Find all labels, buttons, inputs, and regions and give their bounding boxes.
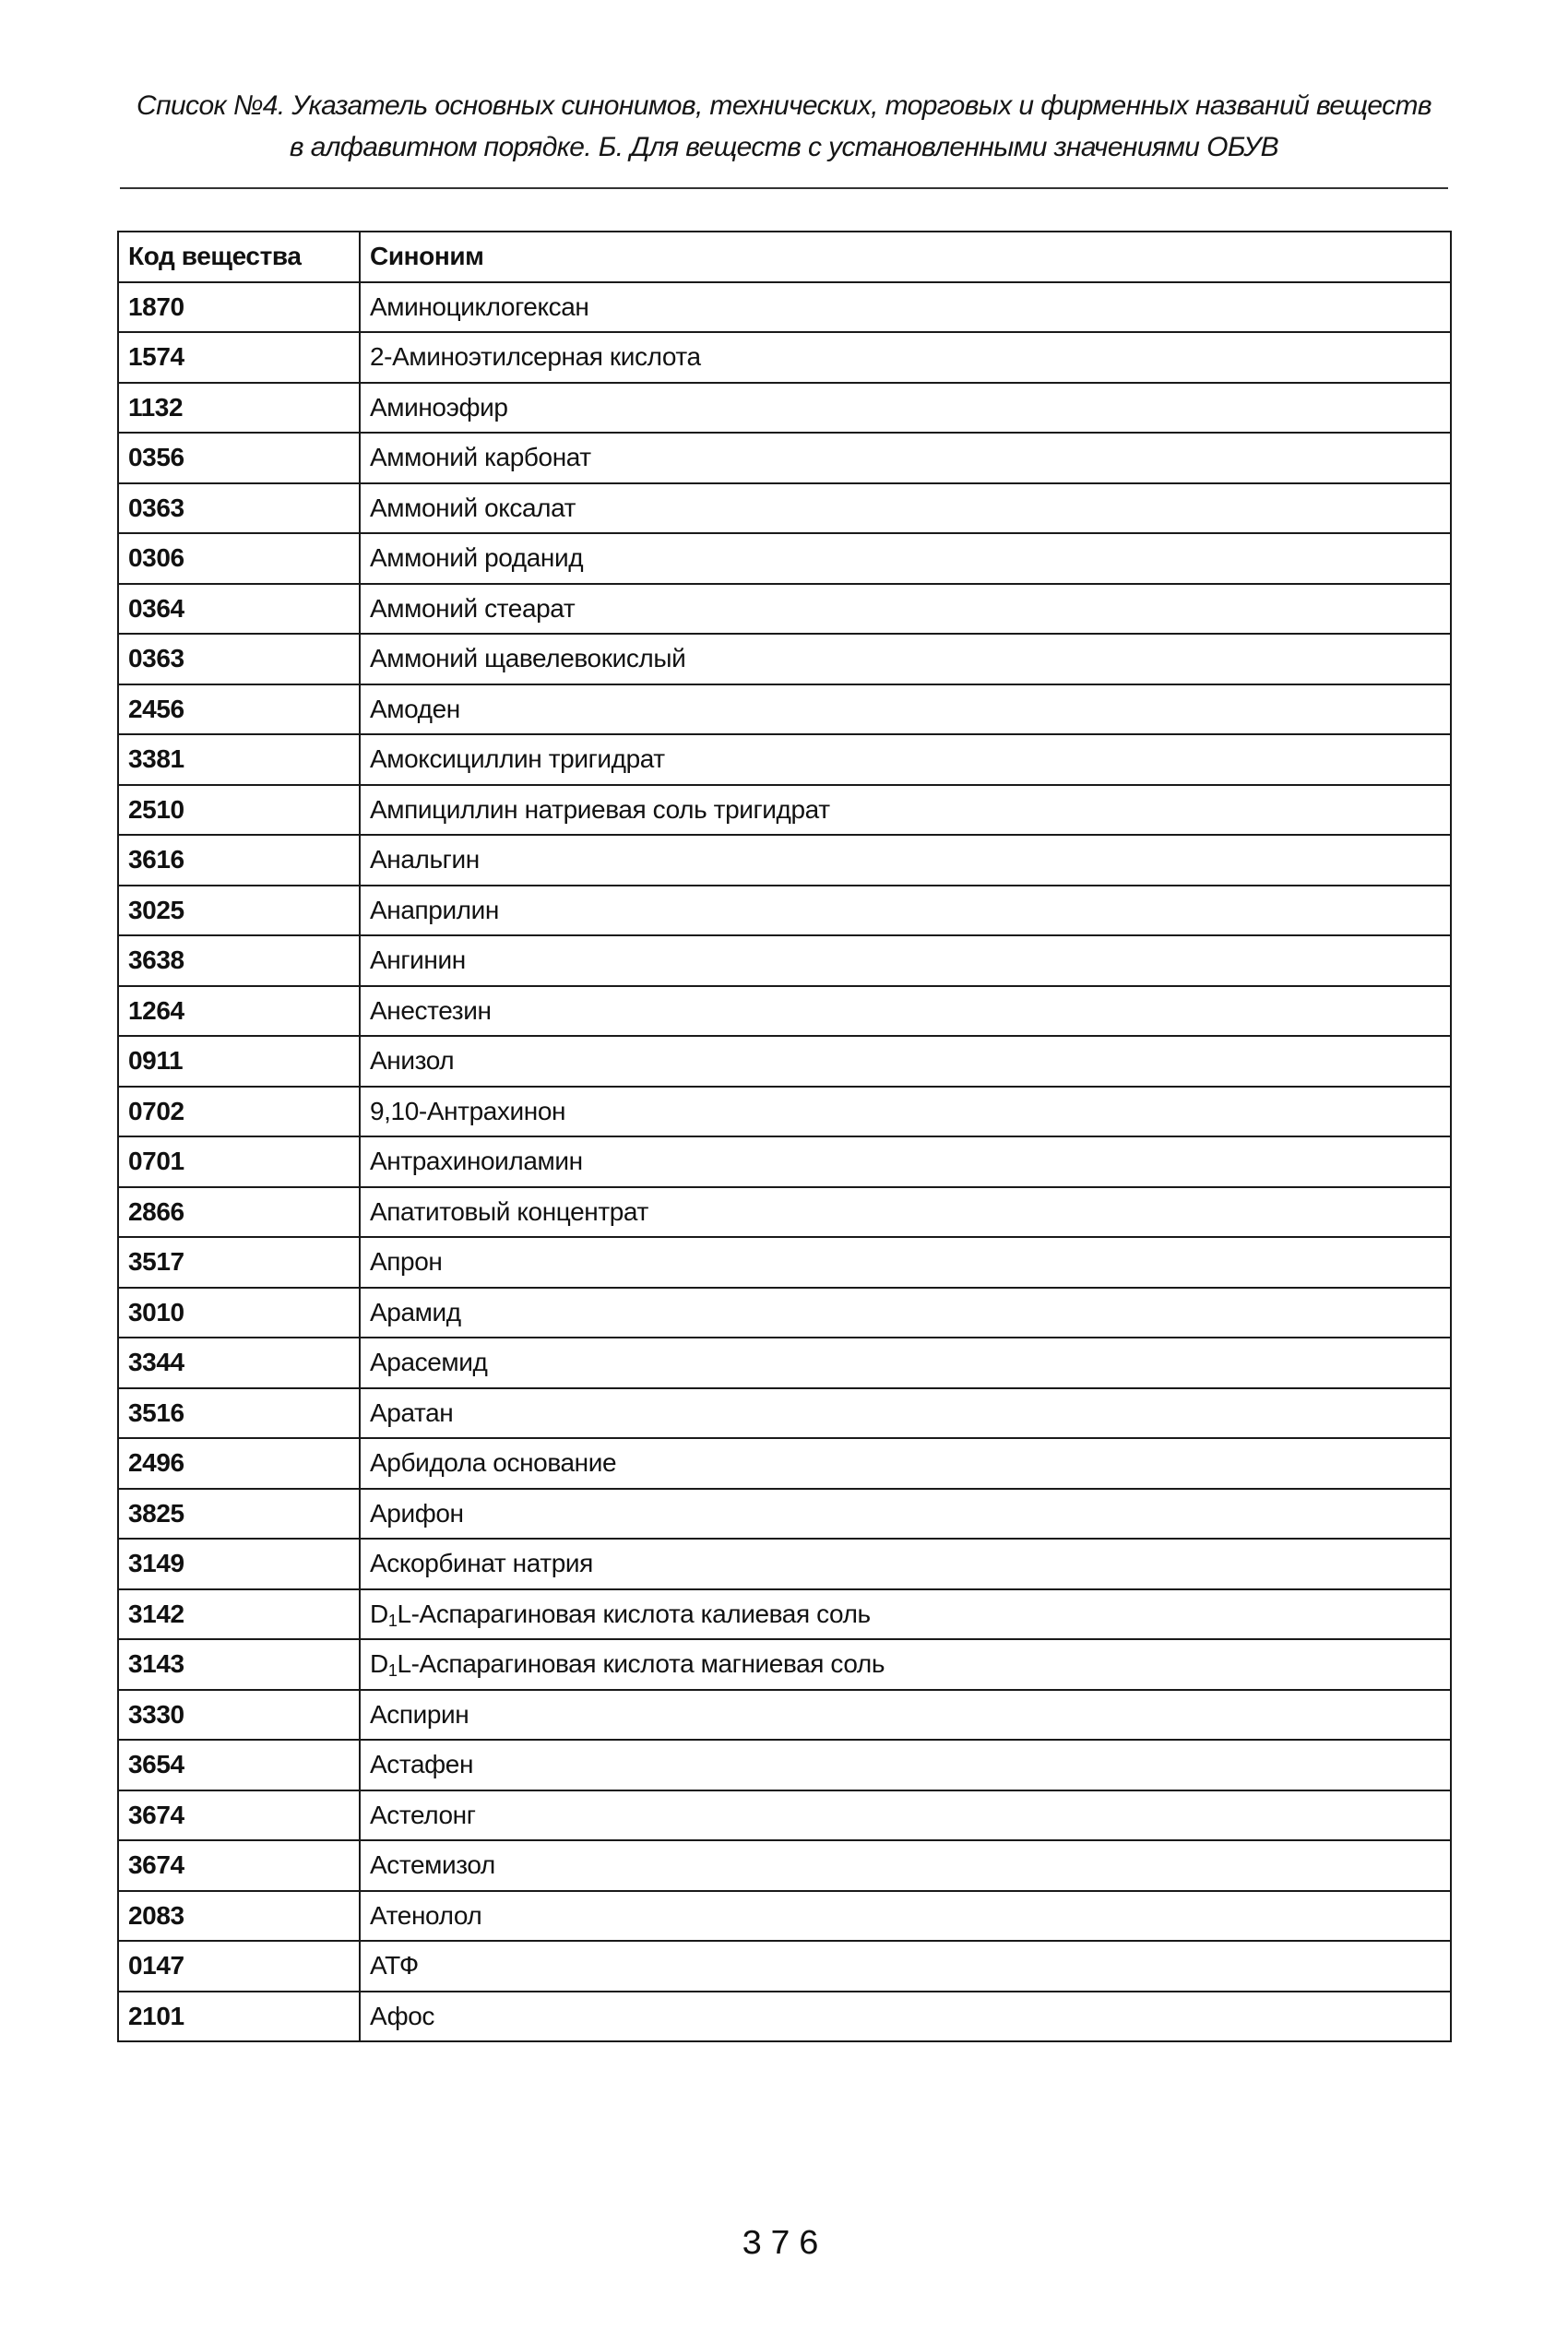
synonym-cell [360,1840,1451,1891]
table-row [118,1489,1451,1540]
header-divider [120,187,1448,189]
page-header [120,85,1448,168]
substance-code-cell: 3638 [118,935,360,986]
synonym-cell [360,634,1451,684]
substance-code-cell: 3149 [118,1539,360,1589]
synonym-text: L-Аспарагиновая кислота калиевая соль [397,1599,871,1628]
table-row [118,1992,1451,2042]
table-row [118,1840,1451,1891]
synonym-text: Арамид [370,1297,461,1326]
synonym-prefix: D [370,1649,388,1679]
synonym-text: Аминоциклогексан [370,291,589,321]
synonym-cell [360,935,1451,986]
substance-code-cell: 3143 [118,1639,360,1690]
synonym-text: Аспирин [370,1699,469,1729]
substance-code-cell: 1574 [118,332,360,383]
synonym-cell [360,1438,1451,1489]
synonym-cell [360,433,1451,483]
table-row [118,1790,1451,1841]
synonym-text: 2-Аминоэтилсерная кислота [370,342,701,372]
table-row [118,1639,1451,1690]
synonym-text: Аскорбинат натрия [370,1549,593,1578]
table-row [118,533,1451,584]
synonym-text: Апатитовый концентрат [370,1196,648,1226]
table-row [118,1539,1451,1589]
substance-code-cell: 3142 [118,1589,360,1640]
synonym-text: Ампициллин натриевая соль тригидрат [370,794,830,824]
synonym-cell [360,886,1451,936]
synonym-text: Аммоний оксалат [370,493,576,522]
substance-code-cell: 3010 [118,1288,360,1338]
synonym-text: Апрон [370,1247,443,1277]
synonyms-table [117,231,1452,2042]
synonym-text: Аммоний щавелевокислый [370,644,686,673]
table-row [118,483,1451,534]
synonym-cell [360,734,1451,785]
synonym-text: Аммоний роданид [370,543,584,573]
substance-code-cell: 3025 [118,886,360,936]
substance-code-cell: 2083 [118,1891,360,1942]
substance-code-cell: 3825 [118,1489,360,1540]
synonym-prefix: D [370,1599,388,1628]
substance-code-cell: 0911 [118,1036,360,1087]
synonym-cell [360,1338,1451,1388]
synonym-text: Афос [370,2001,434,2030]
synonym-text: Антрахиноиламин [370,1147,583,1176]
substance-code-cell: 3344 [118,1338,360,1388]
synonym-cell [360,1237,1451,1288]
substance-code-cell: 2456 [118,684,360,735]
synonym-text: АТФ [370,1951,419,1980]
substance-code-cell: 3517 [118,1237,360,1288]
table-row [118,282,1451,333]
synonym-text: Анестезин [370,995,492,1025]
table-row [118,1136,1451,1187]
substance-code-cell: 0702 [118,1087,360,1137]
table-row [118,1690,1451,1741]
synonym-cell [360,383,1451,434]
substance-code-cell: 3381 [118,734,360,785]
substance-code-cell: 3654 [118,1740,360,1790]
header-line-2: в алфавитном порядке. Б. Для веществ с установленными значениями ОБУВ [289,132,1279,162]
table-row [118,584,1451,635]
synonym-cell [360,332,1451,383]
synonym-text: Астемизол [370,1850,495,1880]
synonym-text: Аммоний стеарат [370,593,576,623]
synonym-cell [360,1992,1451,2042]
header-line-1: Список №4. Указатель основных синонимов, технических, торговых и фирменных названий веществ [137,90,1431,121]
synonym-cell [360,1941,1451,1992]
synonym-text: Атенолол [370,1900,482,1930]
table-row [118,1438,1451,1489]
column-header-synonym: Синоним [360,232,1451,282]
table-row [118,433,1451,483]
synonym-subscript: 1 [387,1611,398,1630]
page-number: 376 [741,2225,827,2265]
table-row [118,886,1451,936]
synonym-cell [360,986,1451,1037]
synonym-cell [360,835,1451,886]
synonym-text: Амоксициллин тригидрат [370,744,665,774]
synonym-text: Аминоэфир [370,392,508,422]
table-row [118,785,1451,836]
synonym-cell [360,1087,1451,1137]
table-row [118,1288,1451,1338]
synonym-text: Анальгин [370,845,480,874]
table-row [118,1237,1451,1288]
synonym-text: Амоден [370,694,460,723]
synonym-text: Арасемид [370,1348,488,1377]
synonym-text: Арифон [370,1498,464,1528]
table-row [118,1338,1451,1388]
synonym-text: Астелонг [370,1800,476,1829]
table-row [118,935,1451,986]
table-row [118,734,1451,785]
table-row [118,1087,1451,1137]
synonym-text: L-Аспарагиновая кислота магниевая соль [397,1649,885,1679]
synonym-cell [360,1639,1451,1690]
synonym-cell [360,1288,1451,1338]
synonym-cell [360,1891,1451,1942]
synonym-text: 9,10-Антрахинон [370,1096,566,1125]
substance-code-cell: 0363 [118,483,360,534]
substance-code-cell: 2496 [118,1438,360,1489]
table-row [118,1589,1451,1640]
table-row [118,1941,1451,1992]
synonym-cell [360,1136,1451,1187]
substance-code-cell: 1870 [118,282,360,333]
substance-code-cell: 0147 [118,1941,360,1992]
table-row [118,383,1451,434]
synonym-cell [360,1539,1451,1589]
synonym-cell [360,1589,1451,1640]
synonym-text: Арбидола основание [370,1448,617,1478]
synonym-cell [360,785,1451,836]
synonym-cell [360,1036,1451,1087]
substance-code-cell: 0306 [118,533,360,584]
substance-code-cell: 3516 [118,1388,360,1439]
substance-code-cell: 3674 [118,1790,360,1841]
synonym-text: Аратан [370,1397,454,1427]
table-body [118,282,1451,2042]
synonym-text: Ангинин [370,946,466,975]
table-row [118,835,1451,886]
substance-code-cell: 2101 [118,1992,360,2042]
column-header-code: Код вещества [118,232,360,282]
synonym-text: Аммоний карбонат [370,443,591,472]
synonym-cell [360,1187,1451,1238]
table-row [118,1187,1451,1238]
table-row [118,684,1451,735]
substance-code-cell: 3616 [118,835,360,886]
synonym-cell [360,1740,1451,1790]
synonym-cell [360,684,1451,735]
table-row [118,986,1451,1037]
substance-code-cell: 3330 [118,1690,360,1741]
table-header-row [118,232,1451,282]
synonym-cell [360,1790,1451,1841]
table-row [118,634,1451,684]
substance-code-cell: 1264 [118,986,360,1037]
substance-code-cell: 0363 [118,634,360,684]
synonym-cell [360,483,1451,534]
synonym-subscript: 1 [387,1661,398,1681]
substance-code-cell: 1132 [118,383,360,434]
synonym-text: Анаприлин [370,895,499,924]
synonym-cell [360,282,1451,333]
substance-code-cell: 0356 [118,433,360,483]
table-row [118,332,1451,383]
synonym-cell [360,584,1451,635]
table-row [118,1388,1451,1439]
table-row [118,1891,1451,1942]
substance-code-cell: 0701 [118,1136,360,1187]
synonym-text: Астафен [370,1750,474,1779]
synonym-cell [360,1388,1451,1439]
substance-code-cell: 0364 [118,584,360,635]
table-row [118,1740,1451,1790]
synonym-cell [360,533,1451,584]
substance-code-cell: 2510 [118,785,360,836]
synonym-cell [360,1489,1451,1540]
synonym-cell [360,1690,1451,1741]
substance-code-cell: 3674 [118,1840,360,1891]
table-row [118,1036,1451,1087]
substance-code-cell: 2866 [118,1187,360,1238]
synonym-text: Анизол [370,1046,455,1076]
